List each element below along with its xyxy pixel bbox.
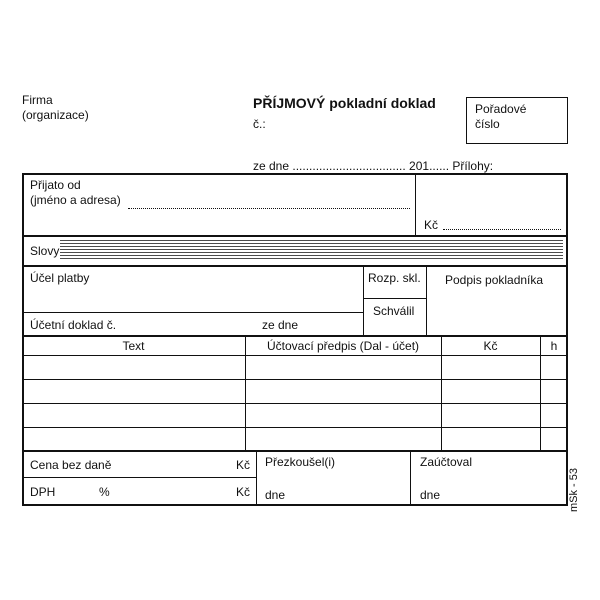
prijato-od-label: Přijato od	[30, 178, 81, 192]
row-divider-3	[22, 335, 568, 337]
date-attachments-line: ze dne .................................. 201...... Přílohy:	[253, 159, 494, 173]
zauctoval-label: Zaúčtoval	[420, 455, 473, 469]
schvalil-label: Schválil	[373, 304, 415, 318]
prezkousel-label: Přezkoušel(i)	[265, 455, 336, 469]
table-col-divider-2	[441, 336, 442, 450]
serial-number-line1: Pořadové	[475, 102, 527, 116]
row-divider-1	[22, 235, 568, 237]
divider-ucel	[363, 266, 364, 335]
ucel-platby-label: Účel platby	[30, 271, 90, 285]
prezkousel-dne-label: dne	[265, 488, 286, 502]
ucetni-ze-dne-label: ze dne	[262, 318, 299, 332]
document-number-label: č.:	[253, 117, 266, 131]
cena-kc-label: Kč	[236, 458, 251, 472]
dph-label: DPH	[30, 485, 56, 499]
row-divider-4	[22, 450, 568, 452]
table-col-divider-1	[245, 336, 246, 450]
table-header-predpis: Účtovací předpis (Dal - účet)	[266, 339, 420, 353]
table-row-line-3	[22, 403, 568, 404]
rozp-skl-label: Rozp. skl.	[368, 271, 421, 285]
divider-rozp	[363, 298, 426, 299]
table-row-line-1	[22, 355, 568, 356]
table-col-divider-3	[540, 336, 541, 450]
dph-percent-label: %	[99, 485, 110, 499]
cena-bez-dane-label: Cena bez daně	[30, 458, 112, 472]
slovy-label: Slovy	[30, 244, 60, 258]
prijato-od-field[interactable]	[128, 208, 410, 209]
table-row-line-2	[22, 379, 568, 380]
firma-label: Firma	[22, 93, 53, 107]
footer-divider-dph	[22, 477, 256, 478]
dph-kc-label: Kč	[236, 485, 251, 499]
row-divider-2	[22, 265, 568, 267]
organizace-label: (organizace)	[22, 108, 89, 122]
slovy-field[interactable]	[60, 240, 563, 260]
kc-amount-field[interactable]	[443, 229, 561, 230]
footer-divider-2	[410, 451, 411, 506]
serial-number-label	[475, 102, 526, 132]
jmeno-adresa-label: (jméno a adresa)	[30, 193, 121, 207]
document-title: PŘÍJMOVÝ pokladní doklad	[253, 95, 436, 111]
divider-ucel-doklad	[22, 312, 364, 313]
company-label	[22, 93, 89, 123]
kc-amount-label: Kč	[424, 218, 439, 232]
table-header-kc: Kč	[483, 339, 498, 353]
zauctoval-dne-label: dne	[420, 488, 441, 502]
divider-podpis	[426, 266, 427, 335]
ucetni-doklad-label: Účetní doklad č.	[30, 318, 117, 332]
table-header-text: Text	[122, 339, 145, 353]
table-header-h: h	[550, 339, 558, 353]
form-code: mSk - 53	[568, 467, 580, 512]
table-row-line-4	[22, 427, 568, 428]
footer-divider-1	[256, 451, 257, 506]
podpis-pokladnika-label: Podpis pokladníka	[445, 273, 544, 287]
serial-number-line2: číslo	[475, 117, 500, 131]
serial-number-box[interactable]	[466, 97, 568, 144]
divider-prijato	[415, 173, 416, 235]
